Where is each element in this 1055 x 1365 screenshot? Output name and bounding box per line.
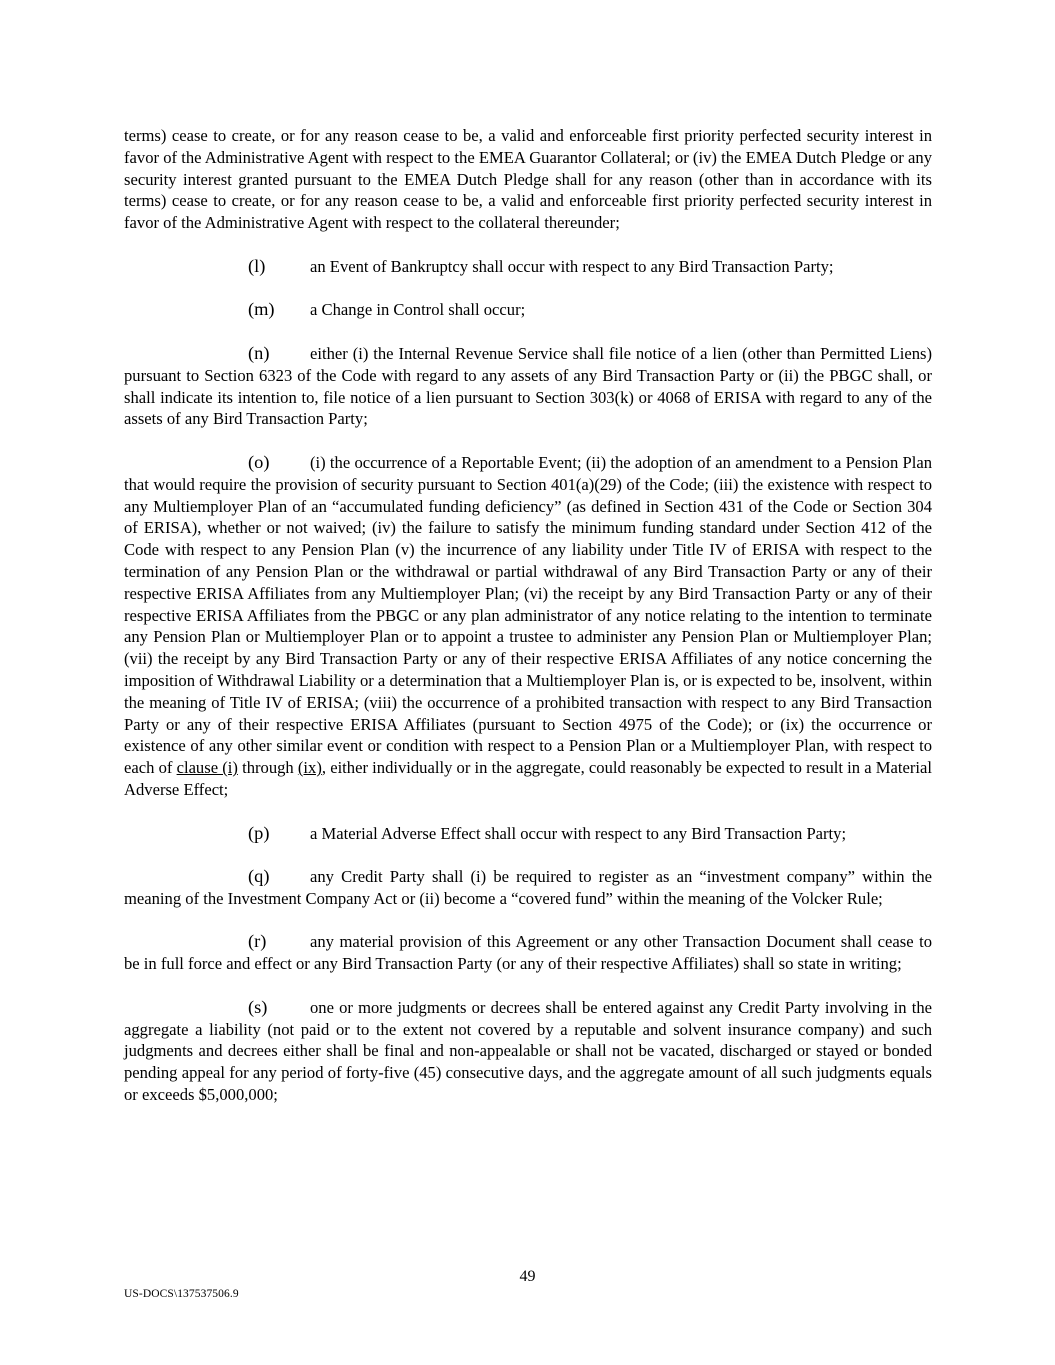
- document-body: [124, 125, 932, 1128]
- clause-text: an Event of Bankruptcy shall occur with respect to any Bird Transaction Party;: [310, 256, 834, 276]
- clause-text: a Material Adverse Effect shall occur with respect to any Bird Transaction Party;: [310, 823, 847, 843]
- clause-label: (p): [248, 822, 270, 843]
- clause-reference: (ix): [297, 758, 322, 778]
- clause-text: a Change in Control shall occur;: [310, 300, 526, 320]
- clause-label: (m): [248, 299, 275, 320]
- clause-text: through: [237, 758, 298, 778]
- clause-text: (i) the occurrence of a Reportable Event; (ii) the adoption of an amendment to a Pension Plan that would require the provision of security pursuant to Section 401(a)(29) of the Code; (iii) the existence with respect to any Multiemployer Plan of an “accumulated funding deficiency” (as defined in Section 431 of the Code or Section 304 of ERISA), whether or not waived; (iv) the failure to satisfy the minimum funding standard under Section 412 of the Code with respect to any Pension Plan (v) the incurrence of any liability under Title IV of ERISA with respect to the termination of any Pension Plan or the withdrawal or partial withdrawal of any Bird Transaction Party or any of their respective ERISA Affiliates from any Multiemployer Plan; (vi) the receipt by any Bird Transaction Party or any of their respective ERISA Affiliates from the PBGC or any plan administrator of any notice relating to the intention to terminate any Pension Plan or Multiemployer Plan or to appoint a trustee to administer any Pension Plan or Multiemployer Plan; (vii) the receipt by any Bird Transaction Party or any of their respective ERISA Affiliates of any notice concerning the imposition of Withdrawal Liability or a determination that a Multiemployer Plan is, or is expected to be, insolvent, within the meaning of Title IV of ERISA; (viii) the occurrence of a prohibited transaction with respect to any Bird Transaction Party or any of their respective ERISA Affiliates (pursuant to Section 4975 of the Code); or (ix) the occurrence or existence of any other similar event or condition with respect to a Pension Plan or a Multiemployer Plan, with respect to each of: [124, 452, 932, 778]
- clause-s: [124, 997, 932, 1106]
- clause-r: [124, 931, 932, 975]
- clause-label: (n): [248, 342, 270, 363]
- clause-n: [124, 343, 932, 430]
- clause-label: (l): [248, 255, 266, 276]
- clause-text: , either individually or in the aggregate, could reasonably be expected to result in a Material Adverse Effect;: [124, 758, 933, 799]
- document-id: US-DOCS\137537506.9: [124, 1288, 239, 1300]
- clause-text: either (i) the Internal Revenue Service shall file notice of a lien (other than Permitted Liens) pursuant to Section 6323 of the Code with regard to any assets of any Bird Transaction Party or (ii) the PBGC shall, or shall indicate its intention to, file notice of a lien pursuant to Section 303(k) or 4068 of ERISA with regard to any of the assets of any Bird Transaction Party;: [124, 343, 932, 429]
- clause-label: (r): [248, 931, 267, 952]
- page-number: 49: [519, 1268, 536, 1285]
- intro-paragraph: terms) cease to create, or for any reason cease to be, a valid and enforceable first priority perfected security interest in favor of the Administrative Agent with respect to the EMEA Guarantor Collateral; or (iv) the EMEA Dutch Pledge or any security interest granted pursuant to the EMEA Dutch Pledge shall for any reason (other than in accordance with its terms) cease to create, or for any reason cease to be, a valid and enforceable first priority perfected security interest in favor of the Administrative Agent with respect to the collateral thereunder;: [124, 126, 932, 233]
- clause-o: [124, 452, 932, 801]
- clause-label: (s): [248, 996, 268, 1017]
- clause-l: [124, 256, 932, 278]
- clause-reference: clause (i): [176, 758, 238, 778]
- clause-text: one or more judgments or decrees shall be entered against any Credit Party involving in the aggregate a liability (not paid or to the extent not covered by a reputable and solvent insurance company) and such judgments and decrees either shall be final and non-appealable or shall not be vacated, discharged or stayed or bonded pending appeal for any period of forty-five (45) consecutive days, and the aggregate amount of all such judgments equals or exceeds $5,000,000;: [124, 997, 932, 1105]
- clause-text: any Credit Party shall (i) be required to register as an “investment company” within the meaning of the Investment Company Act or (ii) become a “covered fund” within the meaning of the Volcker Rule;: [124, 867, 932, 908]
- clause-text: any material provision of this Agreement or any other Transaction Document shall cease to be in full force and effect or any Bird Transaction Party (or any of their respective Affiliates) shall so state in writing;: [124, 932, 932, 974]
- clause-p: [124, 823, 932, 845]
- clause-label: (q): [248, 866, 270, 887]
- clause-label: (o): [248, 451, 270, 472]
- clause-q: [124, 866, 932, 910]
- clause-m: [124, 299, 932, 321]
